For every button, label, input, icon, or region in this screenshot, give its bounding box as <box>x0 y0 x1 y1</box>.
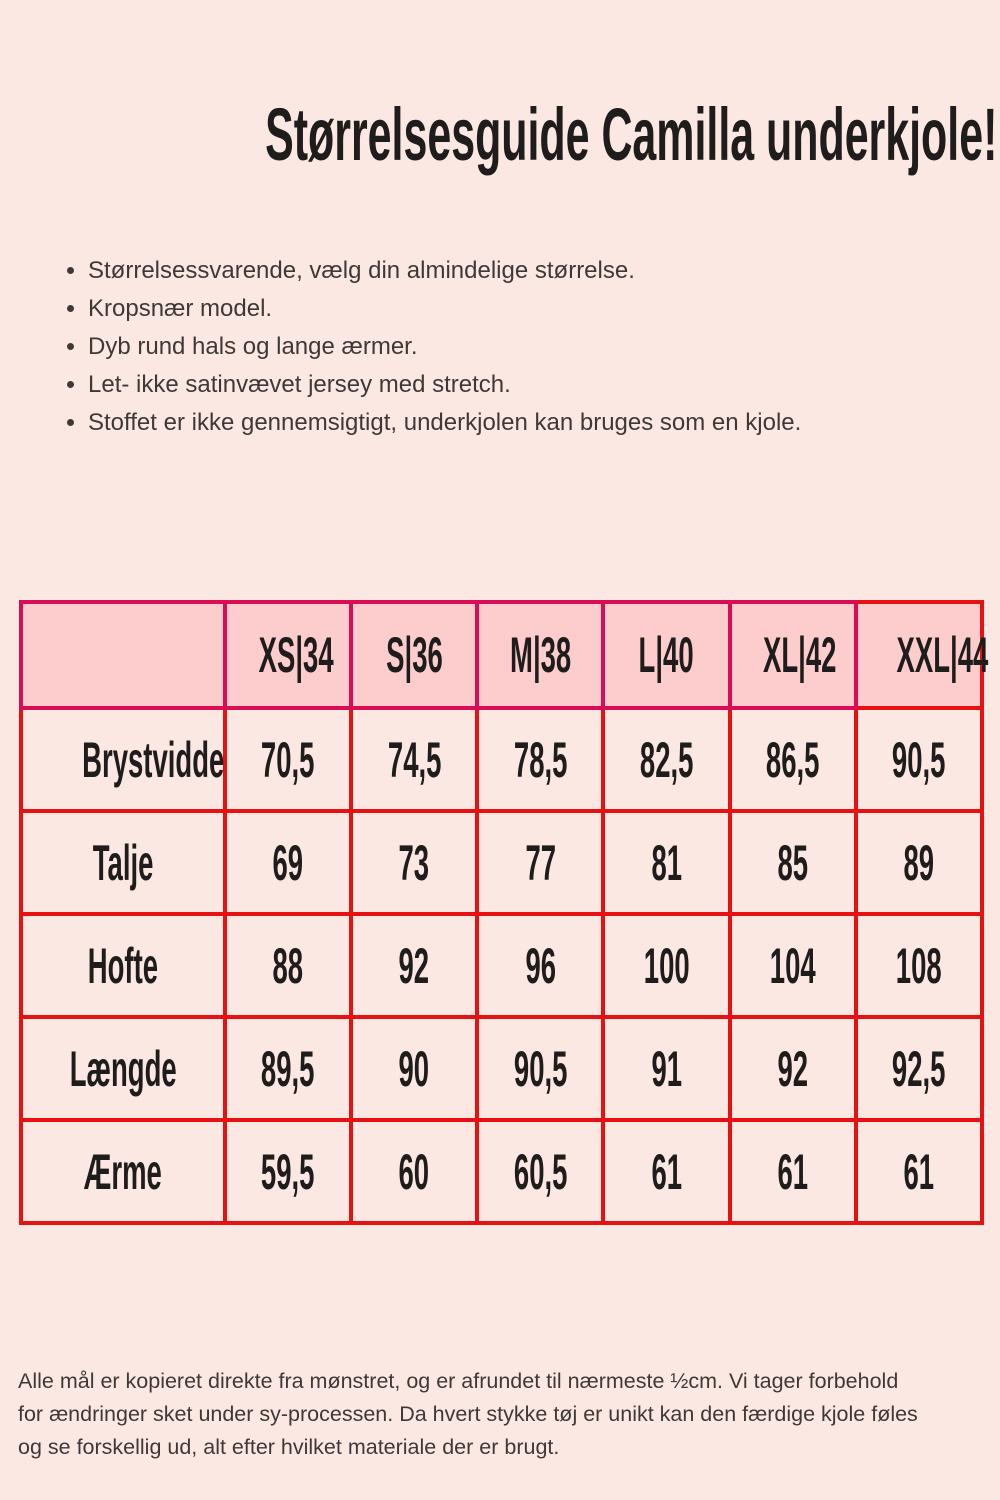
bullet-item: • Stoffet er ikke gennemsigtigt, underkjolen kan bruges som en kjole. <box>88 404 1000 442</box>
value-cell: 90 <box>351 1017 477 1120</box>
value-cell: 100 <box>603 914 729 1017</box>
table-row <box>21 708 982 811</box>
size-column-header: L|40 <box>603 602 729 708</box>
value-cell: 91 <box>603 1017 729 1120</box>
page-title-text: Størrelsesguide Camilla underkjole! <box>265 93 998 176</box>
value-cell: 60,5 <box>477 1120 603 1223</box>
value-cell: 59,5 <box>225 1120 351 1223</box>
value-cell: 77 <box>477 811 603 914</box>
value-cell: 90,5 <box>856 708 982 811</box>
footer-note <box>18 1365 990 1464</box>
row-label-cell: Ærme <box>21 1120 225 1223</box>
value-cell: 74,5 <box>351 708 477 811</box>
bullet-item: • Dyb rund hals og lange ærmer. <box>88 328 1000 366</box>
value-cell: 85 <box>730 811 856 914</box>
footer-line: Alle mål er kopieret direkte fra mønstret, og er afrundet til nærmeste ½cm. Vi tager forbehold <box>18 1369 899 1393</box>
footer-line: og se forskellig ud, alt efter hvilket materiale der er brugt. <box>18 1435 560 1459</box>
row-label-cell: Hofte <box>21 914 225 1017</box>
bullet-item: • Størrelsessvarende, vælg din almindelige størrelse. <box>88 252 1000 290</box>
size-column-header: XL|42 <box>730 602 856 708</box>
value-cell: 92 <box>351 914 477 1017</box>
footer-line: for ændringer sket under sy-processen. Da hvert stykke tøj er unikt kan den færdige kjole føles <box>18 1402 918 1426</box>
value-cell: 96 <box>477 914 603 1017</box>
bullet-item: • Kropsnær model. <box>88 290 1000 328</box>
value-cell: 86,5 <box>730 708 856 811</box>
value-cell: 92 <box>730 1017 856 1120</box>
value-cell: 108 <box>856 914 982 1017</box>
size-column-header: S|36 <box>351 602 477 708</box>
value-cell: 90,5 <box>477 1017 603 1120</box>
feature-bullet-list <box>0 252 1000 442</box>
value-cell: 81 <box>603 811 729 914</box>
value-cell: 88 <box>225 914 351 1017</box>
row-label-cell: Længde <box>21 1017 225 1120</box>
value-cell: 60 <box>351 1120 477 1223</box>
value-cell: 82,5 <box>603 708 729 811</box>
value-cell: 61 <box>730 1120 856 1223</box>
value-cell: 89,5 <box>225 1017 351 1120</box>
value-cell: 69 <box>225 811 351 914</box>
table-row <box>21 1120 982 1223</box>
value-cell: 73 <box>351 811 477 914</box>
table-row <box>21 914 982 1017</box>
size-column-header: M|38 <box>477 602 603 708</box>
value-cell: 61 <box>856 1120 982 1223</box>
row-label-cell: Talje <box>21 811 225 914</box>
value-cell: 70,5 <box>225 708 351 811</box>
size-column-header: XS|34 <box>225 602 351 708</box>
value-cell: 104 <box>730 914 856 1017</box>
size-guide-table <box>19 600 989 1225</box>
value-cell: 92,5 <box>856 1017 982 1120</box>
value-cell: 61 <box>603 1120 729 1223</box>
row-label-cell: Brystvidde <box>21 708 225 811</box>
page-title <box>0 0 1000 174</box>
table-row <box>21 811 982 914</box>
table-header-row <box>21 602 982 708</box>
value-cell: 89 <box>856 811 982 914</box>
bullet-item: • Let- ikke satinvævet jersey med stretch. <box>88 366 1000 404</box>
table-corner-cell <box>21 602 225 708</box>
value-cell: 78,5 <box>477 708 603 811</box>
table-row <box>21 1017 982 1120</box>
size-column-header: XXL|44 <box>856 602 982 708</box>
